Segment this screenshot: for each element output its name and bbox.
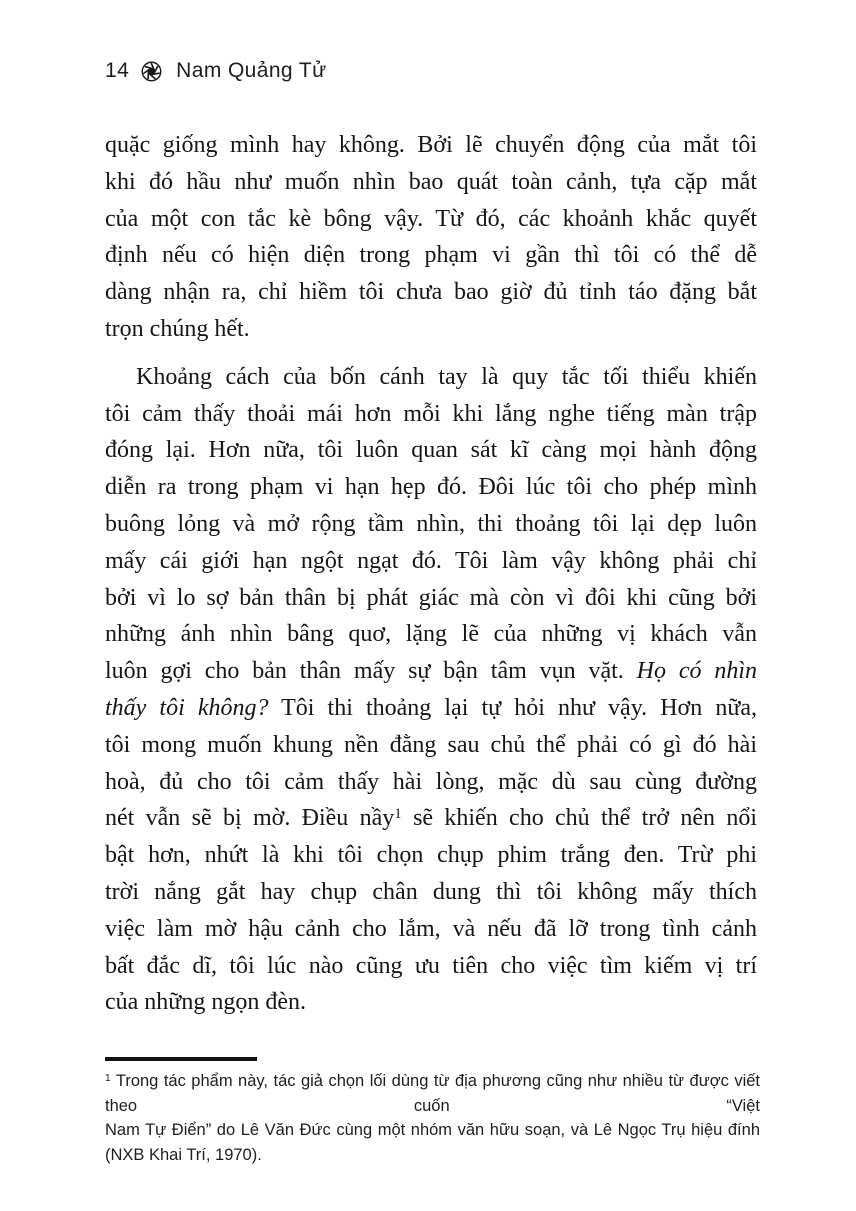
text-segment: đóng lại. Hơn nữa, tôi luôn quan sát kĩ càng mọi hành động <box>105 437 757 464</box>
text-segment: diễn ra trong phạm vi hạn hẹp đó. Đôi lúc tôi cho phép mình <box>105 474 757 501</box>
text-line <box>105 432 757 469</box>
text-line <box>105 1069 760 1118</box>
text-line <box>105 690 757 727</box>
text-segment: tôi cảm thấy thoải mái hơn mỗi khi lắng nghe tiếng màn trập <box>105 400 757 427</box>
text-segment: Nam Tự Điển” do Lê Văn Đức cùng một nhóm văn hữu soạn, và Lê Ngọc Trụ hiệu đính (NXB Khai Trí, 1970). <box>105 1121 760 1164</box>
text-line <box>105 800 757 837</box>
text-line <box>105 311 757 348</box>
text-line <box>105 506 757 543</box>
text-line <box>105 580 757 617</box>
text-segment: việc làm mờ hậu cảnh cho lắm, và nếu đã lỡ trong tình cảnh <box>105 915 757 942</box>
text-segment: dàng nhận ra, chỉ hiềm tôi chưa bao giờ đủ tỉnh táo đặng bắt <box>105 279 757 306</box>
text-line <box>105 543 757 580</box>
text-line <box>105 616 757 653</box>
text-line <box>105 911 757 948</box>
text-segment: của những ngọn đèn. <box>105 989 306 1016</box>
body-text <box>105 127 757 1021</box>
text-segment: trời nắng gắt hay chụp chân dung thì tôi không mấy thích <box>105 878 757 905</box>
text-segment: Họ có nhìn <box>636 658 758 685</box>
text-line <box>105 727 757 764</box>
text-segment: nét vẫn sẽ bị mờ. Điều nầy <box>105 805 395 832</box>
text-line <box>105 469 757 506</box>
text-line <box>105 653 757 690</box>
text-segment: định nếu có hiện diện trong phạm vi gần thì tôi có thể dễ <box>105 242 757 269</box>
footnote-marker: 1 <box>105 1073 111 1085</box>
body-paragraph <box>105 359 757 1021</box>
body-paragraph <box>105 127 757 348</box>
text-segment: những ánh nhìn bâng quơ, lặng lẽ của những vị khách vẫn <box>105 621 757 648</box>
text-segment: hoà, đủ cho tôi cảm thấy hài lòng, mặc dù sau cùng đường <box>105 768 757 795</box>
footnote <box>105 1069 760 1167</box>
text-segment: Tôi thi thoảng lại tự hỏi như vậy. Hơn nữa, <box>268 694 757 721</box>
text-line <box>105 164 757 201</box>
text-segment: bởi vì lo sợ bản thân bị phát giác mà còn vì đôi khi cũng bởi <box>105 584 757 611</box>
text-line <box>105 837 757 874</box>
text-segment: luôn gợi cho bản thân mấy sự bận tâm vụn vặt. <box>105 658 637 685</box>
text-line <box>105 127 757 164</box>
text-segment: quặc giống mình hay không. Bởi lẽ chuyển động của mắt tôi <box>105 132 757 158</box>
text-segment: mấy cái giới hạn ngột ngạt đó. Tôi làm vậy không phải chỉ <box>105 547 757 574</box>
text-segment: tôi mong muốn khung nền đằng sau chủ thể phải có gì đó hài <box>105 731 757 758</box>
text-line <box>105 1118 760 1167</box>
text-segment: Trong tác phẩm này, tác giả chọn lối dùng từ địa phương cũng như nhiều từ được viết theo cuốn “Việt <box>105 1072 760 1115</box>
footnote-rule <box>105 1057 257 1061</box>
text-line <box>105 984 757 1021</box>
text-segment: bật hơn, nhứt là khi tôi chọn chụp phim trắng đen. Trừ phi <box>105 842 757 869</box>
page-header <box>105 56 327 86</box>
page-number: 14 <box>105 59 130 82</box>
text-line <box>105 948 757 985</box>
text-line <box>105 201 757 238</box>
text-line <box>105 274 757 311</box>
text-line <box>105 764 757 801</box>
text-segment: buông lỏng và mở rộng tầm nhìn, thi thoảng tôi lại dẹp luôn <box>105 510 757 537</box>
text-line <box>105 237 757 274</box>
text-segment: sẽ khiến cho chủ thể trở nên nổi <box>401 805 758 832</box>
text-line <box>105 396 757 433</box>
footnote-marker: 1 <box>394 806 402 823</box>
text-segment: Khoảng cách của bốn cánh tay là quy tắc tối thiểu khiến <box>136 363 757 390</box>
text-line <box>105 874 757 911</box>
text-line <box>105 359 757 396</box>
running-title: Nam Quảng Tử <box>176 59 327 82</box>
text-segment: trọn chúng hết. <box>105 315 250 342</box>
text-segment: khi đó hầu như muốn nhìn bao quát toàn cảnh, tựa cặp mắt <box>105 168 757 195</box>
text-segment: của một con tắc kè bông vậy. Từ đó, các khoảnh khắc quyết <box>105 205 757 232</box>
text-segment: bất đắc dĩ, tôi lúc nào cũng ưu tiên cho việc tìm kiếm vị trí <box>105 952 757 979</box>
text-segment: thấy tôi không? <box>105 694 269 721</box>
aperture-icon <box>141 61 162 82</box>
